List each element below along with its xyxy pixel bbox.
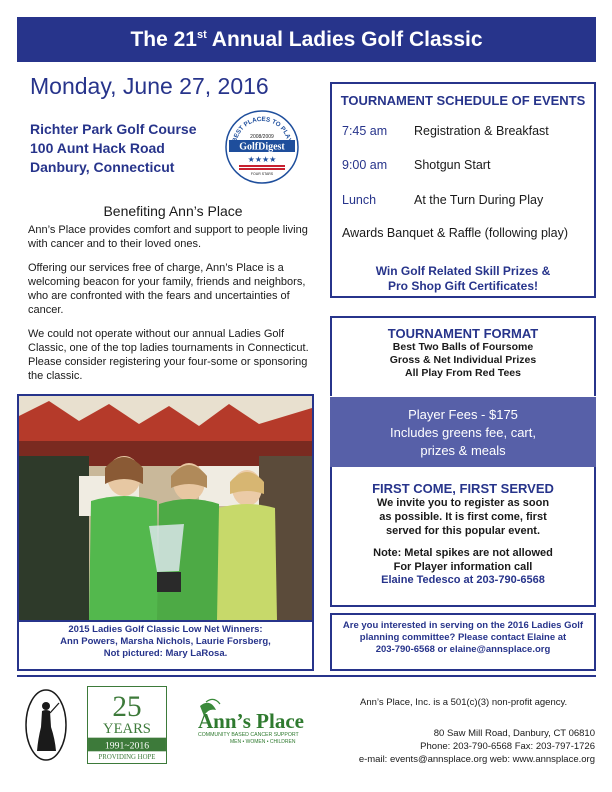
schedule-title: TOURNAMENT SCHEDULE OF EVENTS bbox=[340, 93, 586, 108]
schedule-event: Registration & Breakfast bbox=[414, 124, 549, 138]
first-come-line: We invite you to register as soon bbox=[376, 497, 550, 509]
25-years-logo bbox=[87, 686, 167, 764]
format-line: Best Two Balls of Foursome bbox=[392, 341, 534, 353]
golf-digest-badge bbox=[225, 110, 299, 184]
player-info-line: For Player information call bbox=[393, 561, 533, 573]
first-come-line: as possible. It is first come, first bbox=[379, 511, 547, 523]
format-box bbox=[330, 316, 596, 396]
appeal-paragraph: We could not operate without our annual Ladies Golf Classic, one of the top ladies tournaments in Connecticut. Please consider registering your four-some or sponsoring the classic. bbox=[28, 328, 309, 382]
prize-line: Pro Shop Gift Certificates! bbox=[387, 279, 539, 293]
fee-detail: Includes greens fee, cart, bbox=[390, 425, 536, 440]
caption-line: Not pictured: Mary LaRosa. bbox=[103, 648, 228, 659]
phone-fax: Phone: 203-790-6568 Fax: 203-797-1726 bbox=[420, 741, 595, 752]
benefit-heading: Benefiting Ann’s Place bbox=[103, 203, 243, 219]
svg-text:★★★★: ★★★★ bbox=[247, 155, 277, 164]
services-paragraph: Offering our services free of charge, Ann’s Place is a welcoming beacon for your family, friends and neighbors, who are confronted with the fears and uncertainties of cancer. bbox=[28, 262, 306, 316]
svg-text:YEARS: YEARS bbox=[103, 720, 151, 737]
email-web: e-mail: events@annsplace.org web: www.annsplace.org bbox=[358, 754, 595, 765]
schedule-prizes bbox=[332, 264, 594, 294]
anns-place-logo bbox=[190, 696, 350, 746]
fee-detail: prizes & meals bbox=[420, 443, 506, 458]
street-address: 80 Saw Mill Road, Danbury, CT 06810 bbox=[433, 728, 595, 739]
fee-amount: Player Fees - $175 bbox=[408, 407, 518, 422]
page-title: The 21st Annual Ladies Golf Classic bbox=[130, 27, 483, 51]
svg-text:MEN • WOMEN • CHILDREN: MEN • WOMEN • CHILDREN bbox=[230, 739, 296, 745]
venue-name: Richter Park Golf Course bbox=[30, 121, 197, 137]
event-date: Monday, June 27, 2016 bbox=[30, 73, 269, 99]
first-come-box bbox=[330, 467, 596, 607]
committee-box bbox=[330, 613, 596, 671]
photo-caption bbox=[17, 621, 314, 671]
spikes-note: Note: Metal spikes are not allowed bbox=[373, 547, 553, 559]
golfer-silhouette-logo bbox=[25, 689, 67, 761]
venue-street: 100 Aunt Hack Road bbox=[30, 140, 165, 156]
format-title: TOURNAMENT FORMAT bbox=[387, 326, 539, 341]
caption-line: 2015 Ladies Golf Classic Low Net Winners: bbox=[68, 624, 263, 635]
committee-line: Are you interested in serving on the 2016 Ladies Golf bbox=[342, 620, 584, 631]
venue-city: Danbury, Connecticut bbox=[30, 159, 175, 175]
nonprofit-statement: Ann’s Place, Inc. is a 501(c)(3) non-profit agency. bbox=[360, 697, 568, 708]
svg-text:BEST PLACES TO PLAY: EST PLACES TO PLA bbox=[232, 115, 292, 140]
first-come-title: FIRST COME, FIRST SERVED bbox=[372, 481, 554, 496]
schedule-event: Shotgun Start bbox=[414, 158, 491, 172]
intro-paragraph: Ann’s Place provides comfort and support to people living with cancer and to their loved ones. bbox=[28, 224, 308, 250]
schedule-awards: Awards Banquet & Raffle (following play) bbox=[342, 226, 569, 240]
svg-text:Ann’s Place: Ann’s Place bbox=[198, 709, 304, 733]
svg-text:1991~2016: 1991~2016 bbox=[104, 740, 150, 752]
svg-text:COMMUNITY BASED CANCER SUPPORT: COMMUNITY BASED CANCER SUPPORT bbox=[198, 732, 299, 738]
schedule-event: At the Turn During Play bbox=[414, 193, 544, 207]
format-line: Gross & Net Individual Prizes bbox=[389, 354, 537, 366]
prize-line: Win Golf Related Skill Prizes & bbox=[375, 264, 551, 278]
schedule-time: Lunch bbox=[342, 193, 377, 207]
committee-line: 203-790-6568 or elaine@annsplace.org bbox=[375, 644, 551, 655]
contact-line: Elaine Tedesco at 203-790-6568 bbox=[381, 574, 545, 586]
svg-text:2008/2009: 2008/2009 bbox=[250, 134, 274, 140]
committee-line: planning committee? Please contact Elaine at bbox=[359, 632, 567, 643]
player-fees-band bbox=[330, 397, 596, 467]
caption-line: Ann Powers, Marsha Nichols, Laurie Forsberg, bbox=[60, 636, 271, 647]
first-come-line: served for this popular event. bbox=[385, 525, 541, 537]
winners-photo bbox=[17, 394, 314, 622]
contact-address-block bbox=[355, 727, 595, 766]
svg-text:PROVIDING HOPE: PROVIDING HOPE bbox=[98, 754, 156, 762]
svg-text:25: 25 bbox=[112, 691, 142, 724]
svg-text:FOUR STARS: FOUR STARS bbox=[250, 172, 274, 176]
schedule-time: 9:00 am bbox=[342, 158, 388, 172]
footer-divider bbox=[17, 675, 596, 677]
format-line: All Play From Red Tees bbox=[405, 367, 521, 379]
svg-text:GolfDigest: GolfDigest bbox=[239, 141, 285, 153]
title-banner bbox=[17, 17, 596, 62]
venue-address bbox=[30, 120, 197, 177]
schedule-box bbox=[330, 82, 596, 298]
schedule-time: 7:45 am bbox=[342, 124, 388, 138]
